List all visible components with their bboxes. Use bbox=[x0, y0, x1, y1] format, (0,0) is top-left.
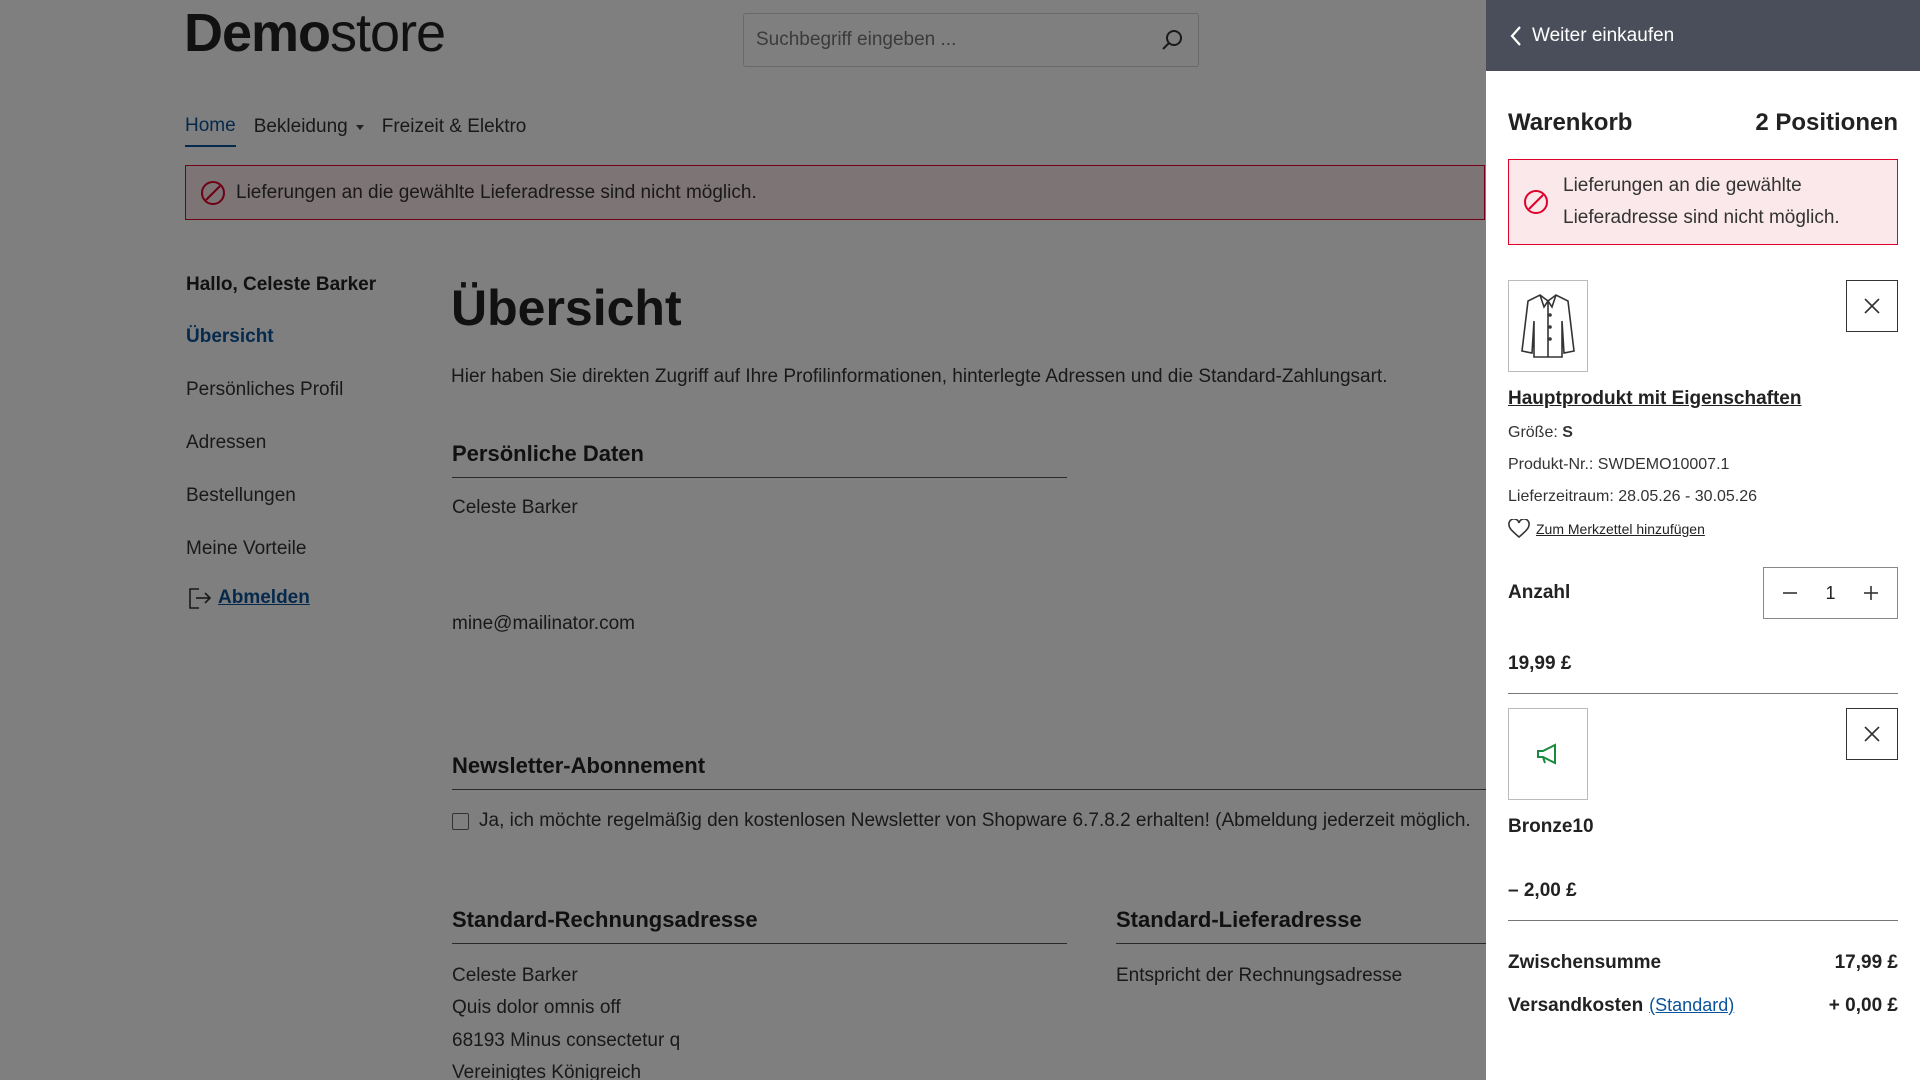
product-number: Produkt-Nr.: SWDEMO10007.1 bbox=[1508, 456, 1730, 473]
quantity-value[interactable]: 1 bbox=[1825, 582, 1836, 603]
subtotal-value: 17,99 £ bbox=[1834, 951, 1898, 973]
promotion-price: – 2,00 £ bbox=[1508, 880, 1898, 921]
cart-promotion-item bbox=[1508, 708, 1898, 921]
continue-shopping-button[interactable] bbox=[1486, 0, 1920, 71]
product-thumbnail[interactable] bbox=[1508, 280, 1588, 372]
promotion-thumbnail bbox=[1508, 708, 1588, 800]
decrease-quantity-button[interactable] bbox=[1773, 576, 1807, 610]
cart-title: Warenkorb bbox=[1508, 109, 1633, 136]
close-icon bbox=[1862, 296, 1882, 316]
shipping-costs-label: Versandkosten bbox=[1508, 994, 1644, 1016]
subtotal-label: Zwischensumme bbox=[1508, 951, 1662, 973]
line-item-price: 19,99 £ bbox=[1508, 653, 1898, 694]
shipping-costs-label-group bbox=[1508, 995, 1734, 1017]
size-label: Größe: bbox=[1508, 424, 1558, 441]
forbidden-icon bbox=[1523, 189, 1549, 215]
plus-icon bbox=[1862, 584, 1880, 602]
cart-header bbox=[1508, 99, 1898, 137]
quantity-label: Anzahl bbox=[1508, 582, 1571, 603]
quantity-stepper bbox=[1763, 567, 1898, 619]
chevron-left-icon bbox=[1508, 24, 1524, 48]
quantity-row bbox=[1508, 567, 1898, 619]
promotion-name: Bronze10 bbox=[1508, 816, 1594, 837]
add-to-wishlist-link[interactable] bbox=[1508, 519, 1898, 539]
shipping-costs-row bbox=[1508, 984, 1898, 1027]
subtotal-row bbox=[1508, 941, 1898, 984]
cart-body bbox=[1486, 99, 1920, 1027]
cart-alert-line: Lieferadresse sind nicht möglich. bbox=[1563, 207, 1840, 228]
increase-quantity-button[interactable] bbox=[1854, 576, 1888, 610]
cart-line-item bbox=[1508, 280, 1898, 694]
cart-alert-text bbox=[1563, 170, 1840, 234]
cart-alert-line: Lieferungen an die gewählte bbox=[1563, 175, 1802, 196]
delivery-period: Lieferzeitraum: 28.05.26 - 30.05.26 bbox=[1508, 488, 1758, 505]
shipping-costs-value: + 0,00 £ bbox=[1828, 994, 1898, 1016]
size-value: S bbox=[1562, 424, 1573, 441]
megaphone-icon bbox=[1535, 743, 1561, 765]
close-icon bbox=[1862, 724, 1882, 744]
remove-promotion-button[interactable] bbox=[1846, 708, 1898, 760]
product-name-link[interactable]: Hauptprodukt mit Eigenschaften bbox=[1508, 388, 1802, 409]
cart-position-count: 2 Positionen bbox=[1755, 109, 1898, 136]
product-size bbox=[1508, 424, 1898, 442]
wishlist-label: Zum Merkzettel hinzufügen bbox=[1536, 521, 1705, 537]
minus-icon bbox=[1781, 584, 1799, 602]
continue-shopping-label: Weiter einkaufen bbox=[1532, 24, 1675, 46]
cart-totals bbox=[1508, 941, 1898, 1027]
offcanvas-cart bbox=[1486, 0, 1920, 1080]
heart-icon bbox=[1508, 519, 1530, 539]
jacket-icon bbox=[1520, 291, 1576, 361]
shipping-method-link[interactable]: (Standard) bbox=[1649, 994, 1735, 1015]
remove-item-button[interactable] bbox=[1846, 280, 1898, 332]
cart-delivery-alert bbox=[1508, 159, 1898, 245]
